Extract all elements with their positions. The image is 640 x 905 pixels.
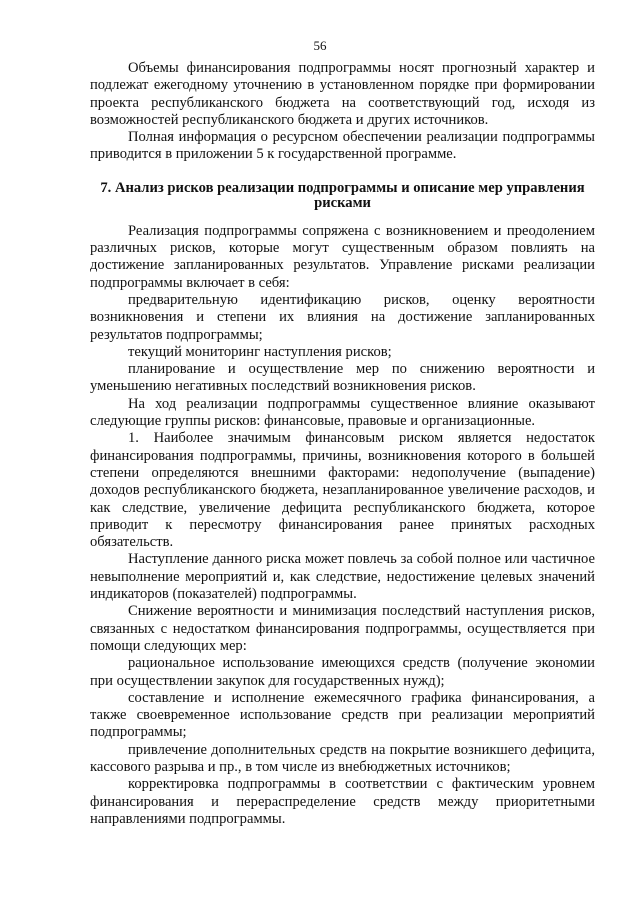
- paragraph: На ход реализации подпрограммы существенное влияние оказывают следующие группы рисков: финансовые, правовые и организационные.: [90, 395, 595, 430]
- page-content: [90, 60, 595, 828]
- paragraph: текущий мониторинг наступления рисков;: [128, 343, 392, 360]
- paragraph: 1. Наиболее значимым финансовым риском является недостаток финансирования подпрограммы, причины, возникновения которого в большей степени определяются внешними факторами: недополучение (выпадение) доходов республиканского бюджета, незапланированное увеличение расходов, и как следствие, увеличение дефицита республиканского бюджета, которое приводит к пересмотру финансирования ранее принятых расходных обязательств.: [90, 430, 595, 551]
- paragraph: Объемы финансирования подпрограммы носят прогнозный характер и подлежат ежегодному уточнению в установленном порядке при формировании проекта республиканского бюджета на соответствующий год, исходя из возможностей республиканского бюджета и других источников.: [90, 60, 595, 128]
- section-heading: 7. Анализ рисков реализации подпрограммы и описание мер управления рисками: [100, 179, 585, 211]
- paragraph: планирование и осуществление мер по снижению вероятности и уменьшению негативных последствий возникновения рисков.: [90, 361, 595, 395]
- page-number: 56: [313, 38, 327, 53]
- paragraph: составление и исполнение ежемесячного графика финансирования, а также своевременное использование средств при реализации мероприятий подпрограммы;: [90, 689, 595, 741]
- paragraph: Полная информация о ресурсном обеспечении реализации подпрограммы приводится в приложении 5 к государственной программе.: [90, 129, 595, 163]
- paragraph: корректировка подпрограммы в соответствии с фактическим уровнем финансирования и перераспределение средств между приоритетными направлениями подпрограммы.: [90, 776, 595, 827]
- paragraph: Реализация подпрограммы сопряжена с возникновением и преодолением различных рисков, которые могут существенным образом повлиять на достижение запланированных результатов. Управление рисками реализации подпрограммы включает в себя:: [90, 222, 595, 291]
- paragraph: рациональное использование имеющихся средств (получение экономии при осуществлении закупок для государственных нужд);: [90, 655, 595, 689]
- paragraph: предварительную идентификацию рисков, оценку вероятности возникновения и степени их влияния на достижение запланированных результатов подпрограммы;: [90, 291, 595, 343]
- paragraph: Наступление данного риска может повлечь за собой полное или частичное невыполнение мероприятий и, как следствие, недостижение целевых значений индикаторов (показателей) подпрограммы.: [90, 551, 595, 603]
- paragraph: привлечение дополнительных средств на покрытие возникшего дефицита, кассового разрыва и пр., в том числе из внебюджетных источников;: [90, 741, 595, 775]
- paragraph: Снижение вероятности и минимизация последствий наступления рисков, связанных с недостатком финансирования подпрограммы, осуществляется при помощи следующих мер:: [90, 603, 595, 654]
